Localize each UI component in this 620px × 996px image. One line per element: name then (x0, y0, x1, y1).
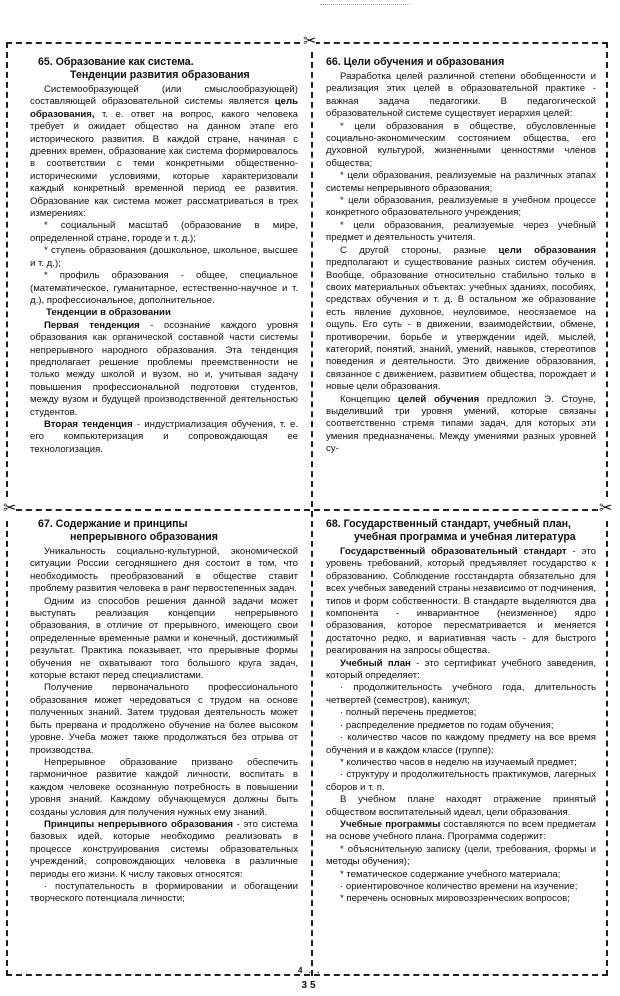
list-item: · продолжительность учебного года, длительность четвертей (семестров), каникул; (326, 682, 596, 706)
top-edge-line (320, 4, 410, 5)
list-item: · структуру и продолжительность практикумов, лагерных сборов и т. п. (326, 769, 596, 793)
subheading: Тенденции в образовании (46, 307, 171, 319)
list-item: * профиль образования - общее, специальное (математическое, гуманитарное, естественно-научное и т. д.), профессиональное, дополнительное. (30, 270, 298, 306)
scissors-icon: ✂ (599, 500, 613, 517)
paragraph: Уникальность социально-культурной, экономической ситуации России сегодняшнего дня состоит в том, что необходимость преобразований в обществе ставит проблему развития человека в ранг первостепенных задач. (30, 546, 298, 595)
paragraph: Первая тенденция - осознание каждого уровня образования как органической составной части системы непрерывного народного образования. Эта тенденция предполагает решение проблемы преемственности не только между школой и вузом, но и, учитывая задачу повышения профессиональной подготовки студентов, между вузом и будущей производственной деятельностью студентов. (30, 319, 298, 418)
paragraph: В учебном плане находят отражение принятый обществом воспитательный идеал, цели образования. (326, 794, 596, 818)
scissors-icon: ✂ (3, 500, 17, 517)
list-item: · распределение предметов по годам обучения; (340, 719, 554, 731)
page-number: 35 (301, 980, 319, 991)
list-item: * социальный масштаб (образование в мире, определенной стране, городе и т. д.); (30, 220, 298, 244)
section-65 (30, 56, 298, 504)
scissors-icon: ✂ (303, 33, 317, 50)
section-65-title: 65. Образование как система. Тенденции развития образования (38, 56, 250, 81)
section-68-title: 68. Государственный стандарт, учебный план, учебная программа и учебная литература (326, 518, 576, 543)
list-item: * ступень образования (дошкольное, школьное, высшее и т. д.); (30, 245, 298, 269)
list-item: * цели образования, реализуемые на различных этапах системы непрерывного образования; (326, 170, 596, 194)
list-item: · полный перечень предметов; (340, 707, 477, 719)
list-item: * цели образования, реализуемые через учебный предмет и деятельность учителя. (326, 219, 596, 244)
paragraph: Разработка целей различной степени обобщенности и реализация этих целей в образовательной практике - важная задача педагогики. В педагогической образовательной системе существует иерархия целей: (326, 71, 596, 120)
section-66 (326, 56, 596, 504)
paragraph: Учебные программы составляются по всем предметам на основе учебного плана. Программа содержит: (326, 818, 596, 843)
list-item: · поступательность в формировании и обогащении творческого потенциала личности; (30, 880, 298, 905)
paragraph: Системообразующей (или смыслообразующей) составляющей образовательной системы является цель образования, т. е. ответ на вопрос, какого человека требует и ожидает общество на данном этапе его исторического развития. В каждой стране, начиная с древних времен, образование как система формировалось в соответствии с теми конкретными общественно-историческими условиями, которые характеризовали каждый конкретный временной период ее развития. Образование как система может рассматриваться в трех измерениях: (30, 84, 298, 220)
list-item: * перечень основных мировоззренческих вопросов; (340, 893, 570, 905)
cut-marker: 4 . . (298, 966, 322, 975)
paragraph: Непрерывное образование призвано обеспечить гармоничное развитие каждой личности, воспитать в каждом человеке осознанную потребность в повышении уровня знаний. Каждому обучающемуся должны быть созданы условия для получения нужных ему знаний. (30, 756, 298, 818)
paragraph: Государственный образовательный стандарт - это уровень требований, который предъявляет государство к образованию. Соблюдение госстандарта обязательно для всех учебных заведений страны независимо от подчинения, типов и форм собственности. В стандарте выделяются два компонента - инвариантное (неизменное) ядро образования, которое пересматривается и меняется достаточно редко, и вариативная часть - для быстрого реагирования на запросы общества. (326, 546, 596, 657)
paragraph: Учебный план - это сертификат учебного заведения, который определяет: (326, 657, 596, 682)
section-66-title: 66. Цели обучения и образования (326, 56, 505, 68)
list-item: · количество часов по каждому предмету на все время обучения и в каждом классе (группе); (326, 732, 596, 756)
list-item: * тематическое содержание учебного материала; (340, 868, 561, 880)
paragraph: Вторая тенденция - индустриализация обучения, т. е. его компьютеризация и сопровождающая ее технологизация. (30, 418, 298, 455)
paragraph: Получение первоначального профессионального образования может чередоваться с трудом на основе полученных знаний. Затем трудовая деятельность может быть прервана и продолжено обучение на более высоком уровне. Учеба может также продолжаться без отрыва от производства. (30, 682, 298, 756)
paragraph: Принципы непрерывного образования - это система базовых идей, которые необходимо реализовать в процессе конструирования системы образовательных учреждений, сопровождающих человека в различные периоды его жизни. К числу таковых относятся: (30, 818, 298, 880)
paragraph: Одним из способов решения данной задачи может выступать реализация концепции непрерывного образования, в отличие от прерывного, имеющего свои определенные временные рамки и конечный, достижимый результат. Практика показывает, что прерывные формы обучения не охватывают того большого круга задач, которые встают перед специалистами. (30, 595, 298, 682)
section-67 (30, 518, 298, 964)
horizontal-cut-line (6, 509, 608, 511)
list-item: * цели образования в обществе, обусловленные социально-экономическим состоянием общества, его духовной культурой, жизненными ценностями членов общества; (326, 120, 596, 169)
list-item: * объяснительную записку (цели, требования, формы и методы обучения); (326, 843, 596, 868)
list-item: * количество часов в неделю на изучаемый предмет; (340, 756, 577, 768)
list-item: * цели образования, реализуемые в учебном процессе конкретного образовательного учреждения; (326, 195, 596, 219)
list-item: · ориентировочное количество времени на изучение; (340, 880, 578, 892)
section-68 (326, 518, 596, 964)
section-67-title: 67. Содержание и принципы непрерывного образования (38, 518, 218, 543)
paragraph: Концепцию целей обучения предложил Э. Стоуне, выделивший три уровня умений, которые связаны соответственно стремя типами задач, для которых эти умения предназначены. Между умениями разных уровней су- (326, 393, 596, 455)
paragraph: С другой стороны, разные цели образования предполагают и существование разных систем обучения. Вообще, образование относительно стабильно только в своих материальных объектах: учебных зданиях, пособиях, средствах обучения и т. д. В остальном же образование есть явление духовное, неуловимое, неосязаемое на ощупь. Его суть - в движении, взаимодействии, обмене, противоречии, борьбе и утверждении идей, мыслей, категорий, понятий, знаний, умений, навыков, стереотипов поведения и деятельности. Это движение образования, связанное с движением, развитием общества, порождает и новые цели образования. (326, 244, 596, 393)
